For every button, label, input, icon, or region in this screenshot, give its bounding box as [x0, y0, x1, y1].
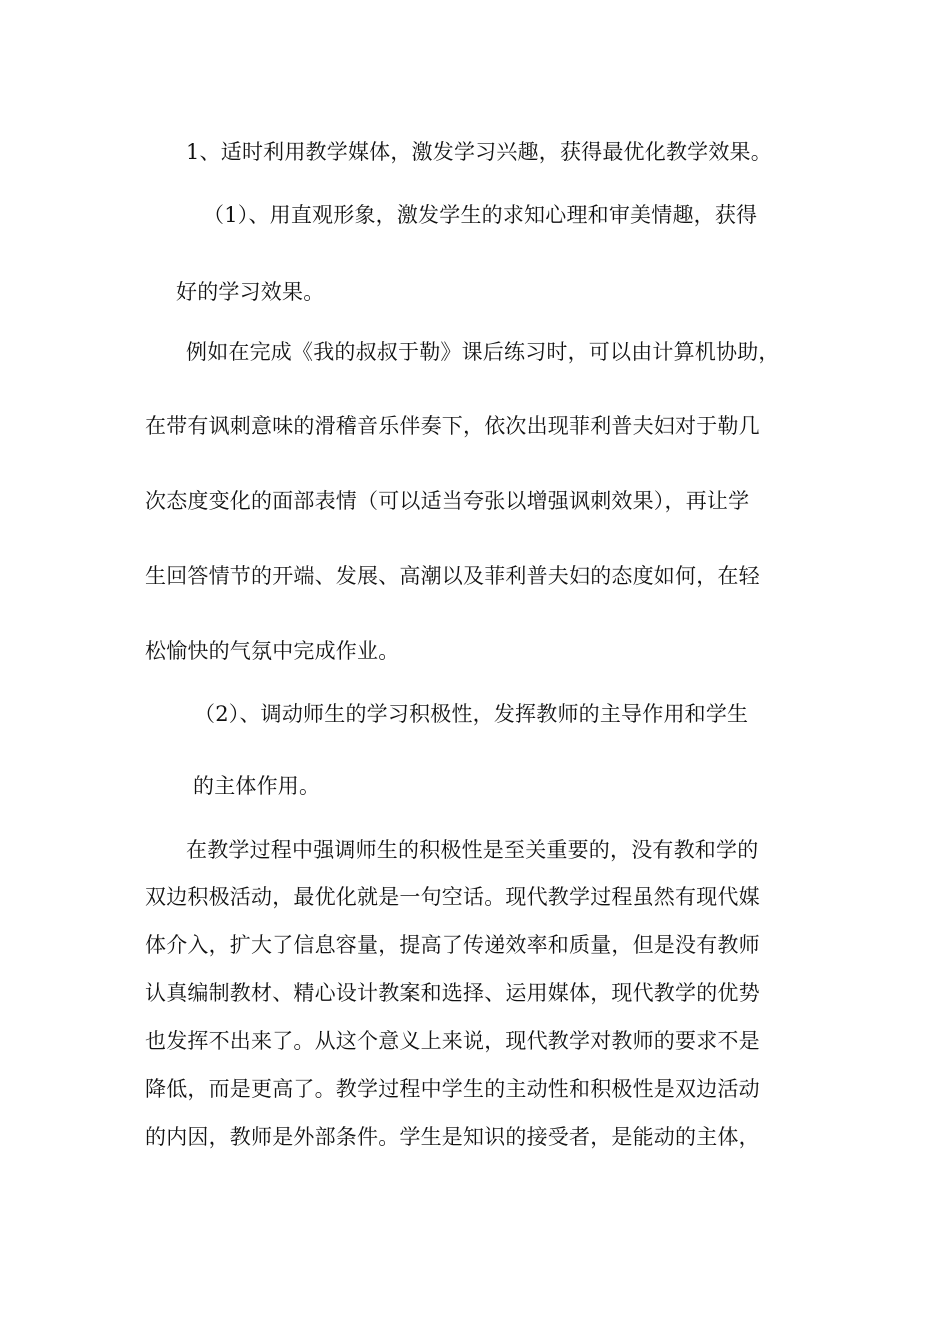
paragraph-2-line-5: 也发挥不出来了。从这个意义上来说，现代教学对教师的要求不是	[145, 1029, 760, 1053]
paragraph-2-line-3: 体介入，扩大了信息容量，提高了传递效率和质量，但是没有教师	[145, 933, 760, 957]
subheading-2-cont: 的主体作用。	[193, 774, 321, 798]
paragraph-1-line-4: 生回答情节的开端、发展、高潮以及菲利普夫妇的态度如何，在轻	[145, 564, 760, 588]
paragraph-1-line-1: 例如在完成《我的叔叔于勒》课后练习时，可以由计算机协助，	[186, 340, 780, 364]
paragraph-1-line-2: 在带有讽刺意味的滑稽音乐伴奏下，依次出现菲利普夫妇对于勒几	[145, 414, 760, 438]
subheading-2: （2）、调动师生的学习积极性，发挥教师的主导作用和学生	[194, 702, 749, 726]
paragraph-2-line-7: 的内因，教师是外部条件。学生是知识的接受者，是能动的主体，	[145, 1125, 760, 1149]
paragraph-2-line-1: 在教学过程中强调师生的积极性是至关重要的，没有教和学的	[186, 838, 759, 862]
paragraph-1-line-5: 松愉快的气氛中完成作业。	[145, 639, 400, 663]
paragraph-2-line-4: 认真编制教材、精心设计教案和选择、运用媒体，现代教学的优势	[145, 981, 760, 1005]
paragraph-2-line-6: 降低，而是更高了。教学过程中学生的主动性和积极性是双边活动	[145, 1077, 760, 1101]
subheading-1: （1）、用直观形象，激发学生的求知心理和审美情趣，获得	[203, 203, 758, 227]
paragraph-1-line-3: 次态度变化的面部表情（可以适当夸张以增强讽刺效果），再让学	[145, 489, 750, 513]
paragraph-2-line-2: 双边积极活动，最优化就是一句空话。现代教学过程虽然有现代媒	[145, 885, 760, 909]
subheading-1-cont: 好的学习效果。	[176, 280, 325, 304]
heading-1: 1、适时利用教学媒体，激发学习兴趣，获得最优化教学效果。	[186, 140, 772, 164]
